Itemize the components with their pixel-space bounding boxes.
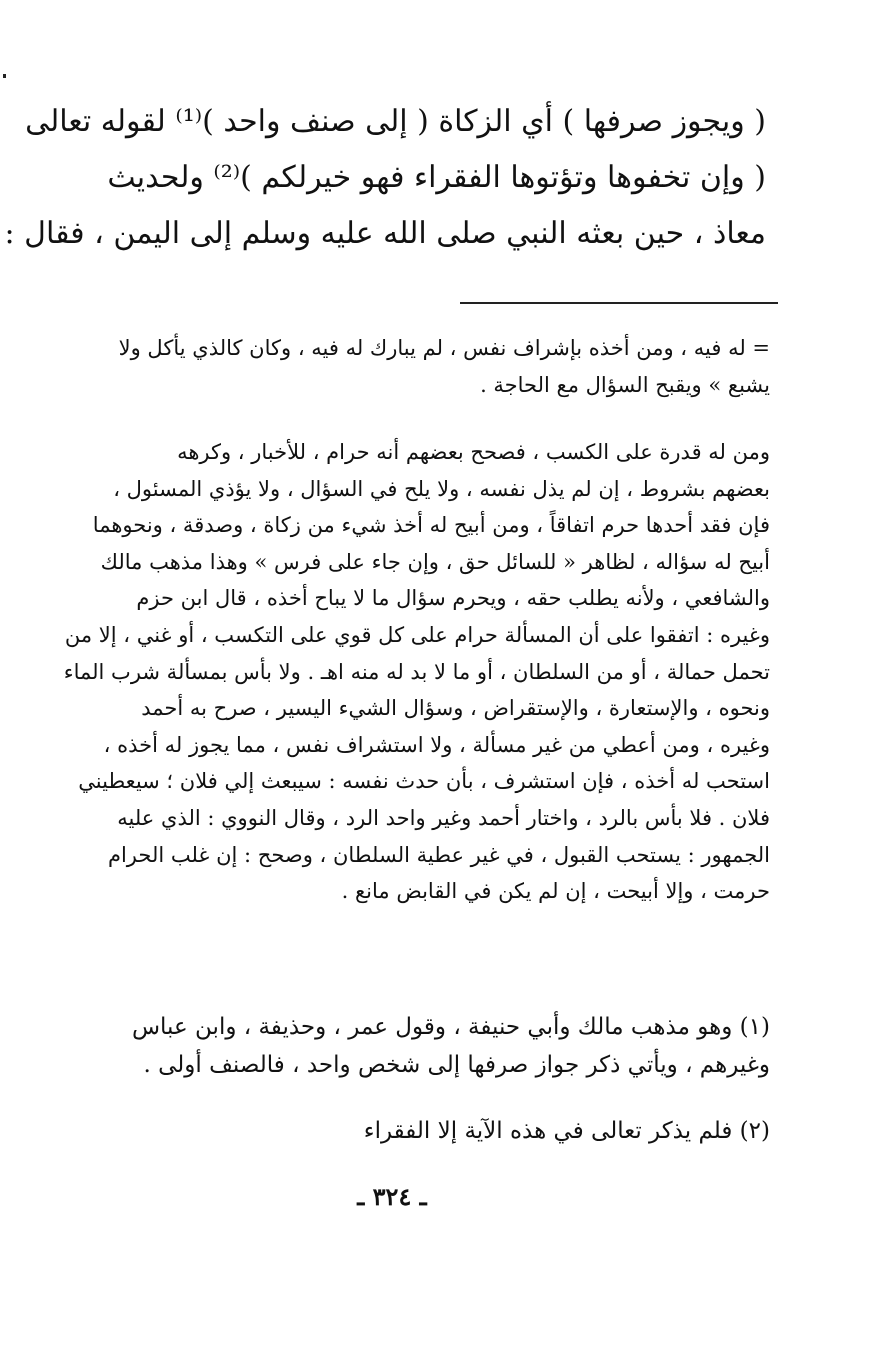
note-line: = له فيه ، ومن أخذه بإشراف نفس ، لم يبارك له فيه ، وكان كالذي يأكل ولا <box>118 336 770 360</box>
footnote-line: (١) وهو مذهب مالك وأبي حنيفة ، وقول عمر ، وحذيفة ، وابن عباس <box>131 1014 770 1040</box>
note-line: وغيره : اتفقوا على أن المسألة حرام على كل قوي على التكسب ، أو غني ، إلا من <box>64 622 770 647</box>
main-text <box>4 94 766 262</box>
note-line: ومن له قدرة على الكسب ، فصحح بعضهم أنه حرام ، للأخبار ، وكرهه <box>177 440 770 464</box>
note-line: الجمهور : يستحب القبول ، في غير عطية السلطان ، وصحح : إن غلب الحرام <box>107 842 770 867</box>
note-continuation <box>40 330 770 403</box>
footnote-line: وغيرهم ، ويأتي ذكر جواز صرفها إلى شخص واحد ، فالصنف أولى . <box>143 1052 770 1078</box>
note-line: حرمت ، وإلا أبيحت ، إن لم يكن في القابض مانع . <box>341 879 770 904</box>
note-paragraph <box>40 434 770 910</box>
note-line: ونحوه ، والإستعارة ، والإستقراض ، وسؤال الشيء اليسير ، صرح به أحمد <box>141 696 770 721</box>
note-line: فإن فقد أحدها حرم اتفاقاً ، ومن أبيح له أخذ شيء من زكاة ، وصدقة ، ونحوهما <box>92 513 770 538</box>
note-line: يشبع » ويقبح السؤال مع الحاجة . <box>480 372 770 397</box>
footnote-2 <box>40 1112 770 1150</box>
note-line: وغيره ، ومن أعطي من غير مسألة ، ولا استشراف نفس ، مما يجوز له أخذه ، <box>103 732 770 757</box>
footnote-line: (٢) فلم يذكر تعالى في هذه الآية إلا الفقراء <box>363 1118 770 1144</box>
main-line: ( ويجوز صرفها ) أي الزكاة ( إلى صنف واحد )⁽¹⁾ لقوله تعالى <box>25 104 766 139</box>
note-line: بعضهم بشروط ، إن لم يذل نفسه ، ولا يلح في السؤال ، ولا يؤذي المسئول ، <box>113 476 770 501</box>
page-number: ـ ٣٢٤ ـ <box>357 1182 427 1211</box>
note-line: استحب له أخذه ، فإن استشرف ، بأن حدث نفسه : سيبعث إلي فلان ؛ سيعطيني <box>78 769 770 794</box>
note-line: أبيح له سؤاله ، لظاهر « للسائل حق ، وإن جاء على فرس » وهذا مذهب مالك <box>100 549 770 574</box>
note-line: فلان . فلا بأس بالرد ، واختار أحمد وغير واحد الرد ، وقال النووي : الذي عليه <box>117 805 770 830</box>
main-line: ( وإن تخفوها وتؤتوها الفقراء فهو خيرلكم )⁽²⁾ ولحديث <box>107 160 766 195</box>
margin-mark <box>3 74 6 78</box>
footnote-1 <box>40 1008 770 1084</box>
main-line: معاذ ، حين بعثه النبي صلى الله عليه وسلم إلى اليمن ، فقال : <box>4 216 766 251</box>
note-line: والشافعي ، ولأنه يطلب حقه ، ويحرم سؤال ما لا يباح أخذه ، قال ابن حزم <box>136 586 770 611</box>
footnote-separator <box>460 302 778 304</box>
note-line: تحمل حمالة ، أو من السلطان ، أو ما لا بد له منه اهـ . ولا بأس بمسألة شرب الماء <box>63 659 770 684</box>
